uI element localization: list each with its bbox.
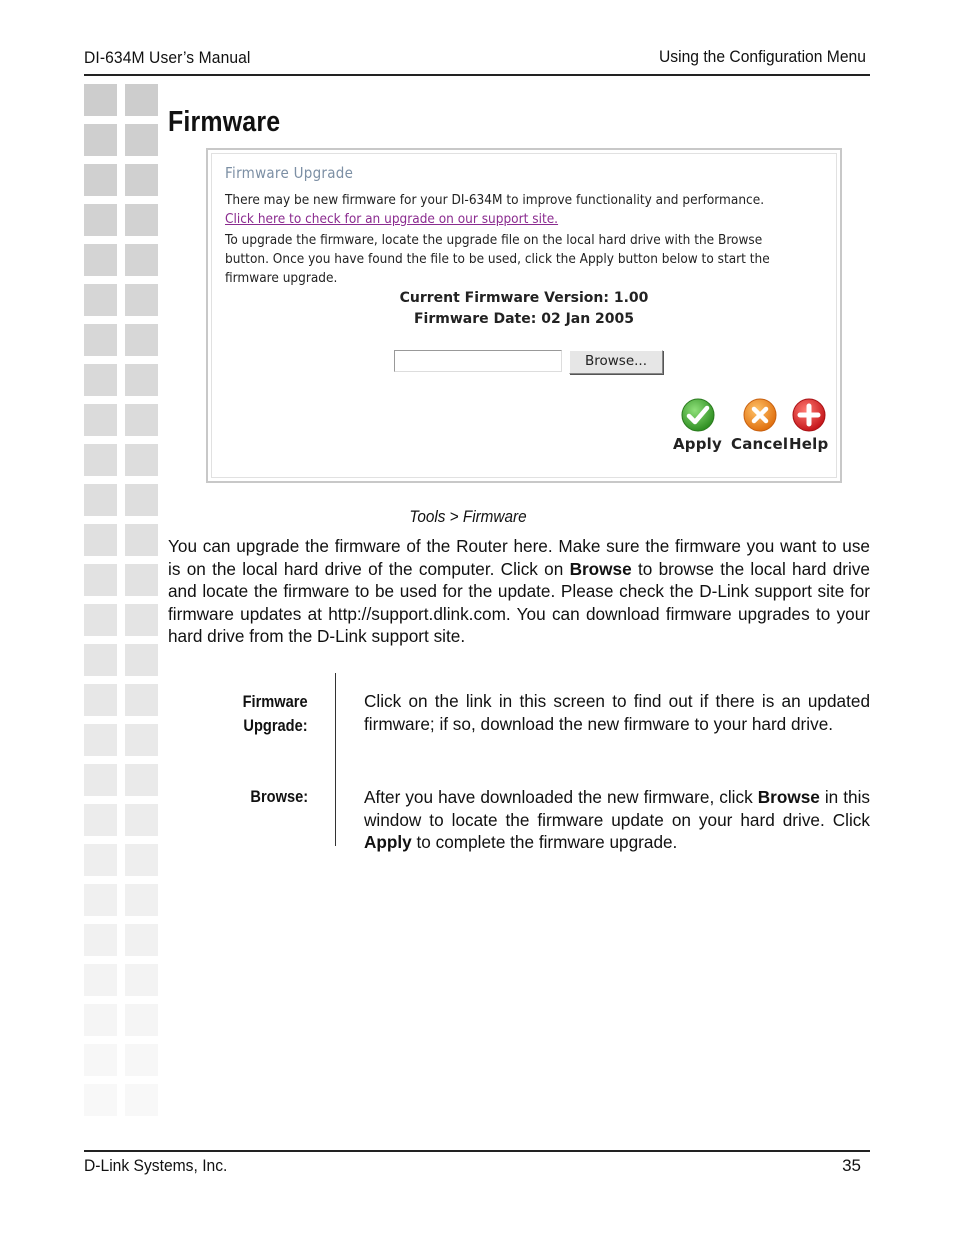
firmware-upgrade-panel	[206, 148, 842, 483]
page-title: Firmware	[168, 106, 281, 138]
decorative-block	[125, 404, 158, 436]
decorative-block	[84, 164, 117, 196]
decorative-block-column	[84, 84, 160, 1150]
decorative-block	[84, 1044, 117, 1076]
decorative-block	[125, 924, 158, 956]
panel-title: Firmware Upgrade	[225, 164, 354, 182]
decorative-block	[84, 724, 117, 756]
decorative-block	[125, 804, 158, 836]
help-button[interactable]	[789, 398, 828, 453]
definition-firmware-upgrade: Click on the link in this screen to find out if there is an updated firmware; if so, download the new firmware to your hard drive.	[364, 691, 870, 734]
decorative-block	[84, 684, 117, 716]
decorative-block	[84, 764, 117, 796]
panel-instructions-2: button. Once you have found the file to be used, click the Apply button below to start the	[225, 251, 770, 267]
decorative-block	[125, 644, 158, 676]
decorative-block	[84, 324, 117, 356]
decorative-block	[84, 524, 117, 556]
decorative-block	[84, 964, 117, 996]
decorative-block	[84, 564, 117, 596]
cancel-button[interactable]	[731, 398, 788, 453]
apply-button[interactable]	[673, 398, 722, 453]
panel-link-row	[225, 210, 801, 229]
firmware-file-input[interactable]	[394, 350, 562, 372]
decorative-block	[125, 1084, 158, 1116]
decorative-block	[125, 244, 158, 276]
decorative-block	[84, 604, 117, 636]
definition-browse: After you have downloaded the new firmware, click Browse in this window to locate the firmware update on your hard drive. Click Apply to complete the firmware upgrade.	[364, 787, 870, 853]
decorative-block	[125, 764, 158, 796]
panel-instructions-3: firmware upgrade.	[225, 270, 338, 286]
decorative-block	[84, 404, 117, 436]
panel-intro: There may be new firmware for your DI-634M to improve functionality and performance.	[225, 192, 765, 208]
decorative-block	[125, 444, 158, 476]
help-label: Help	[789, 435, 829, 453]
definition-divider	[335, 673, 336, 846]
decorative-block	[125, 884, 158, 916]
help-plus-icon	[792, 398, 826, 432]
decorative-block	[125, 364, 158, 396]
decorative-block	[125, 124, 158, 156]
decorative-block	[84, 124, 117, 156]
header-rule	[84, 74, 870, 76]
browse-button[interactable]: Browse...	[569, 350, 663, 374]
current-firmware-version: Current Firmware Version: 1.00	[399, 290, 649, 306]
manual-title: DI-634M User’s Manual	[84, 48, 251, 67]
decorative-block	[125, 204, 158, 236]
decorative-block	[125, 1044, 158, 1076]
footer-company: D-Link Systems, Inc.	[84, 1156, 228, 1175]
cancel-x-icon	[743, 398, 777, 432]
decorative-block	[84, 644, 117, 676]
decorative-block	[84, 204, 117, 236]
decorative-block	[125, 844, 158, 876]
body-paragraph: You can upgrade the firmware of the Router here. Make sure the firmware you want to use is on the local hard drive of the computer. Click on Browse to browse the local hard drive and locate the firmware to be used for the update. Please check the D-Link support site for firmware updates at http://support.dlink.com. You can download firmware upgrades to your hard drive from the D-Link support site.	[168, 536, 870, 647]
decorative-block	[125, 604, 158, 636]
apply-check-icon	[681, 398, 715, 432]
decorative-block	[84, 884, 117, 916]
decorative-block	[84, 364, 117, 396]
support-site-link[interactable]: Click here to check for an upgrade on our support site.	[225, 211, 559, 227]
decorative-block	[84, 84, 117, 116]
decorative-block	[125, 524, 158, 556]
term-browse: Browse:	[250, 787, 308, 806]
decorative-block	[125, 84, 158, 116]
panel-instructions-1: To upgrade the firmware, locate the upgrade file on the local hard drive with the Browse	[225, 232, 763, 248]
decorative-block	[84, 844, 117, 876]
decorative-block	[84, 1084, 117, 1116]
decorative-block	[125, 564, 158, 596]
apply-label: Apply	[673, 435, 723, 453]
decorative-block	[84, 1004, 117, 1036]
firmware-date: Firmware Date: 02 Jan 2005	[413, 311, 635, 327]
decorative-block	[84, 924, 117, 956]
decorative-block	[84, 804, 117, 836]
term-firmware-upgrade: Firmware Upgrade:	[242, 692, 308, 735]
decorative-block	[125, 724, 158, 756]
figure-caption: Tools > Firmware	[409, 507, 527, 526]
footer-rule	[84, 1150, 870, 1152]
decorative-block	[84, 244, 117, 276]
section-title: Using the Configuration Menu	[659, 47, 866, 66]
decorative-block	[125, 324, 158, 356]
decorative-block	[125, 164, 158, 196]
decorative-block	[125, 284, 158, 316]
browse-emphasis: Browse	[569, 558, 632, 579]
decorative-block	[84, 284, 117, 316]
decorative-block	[125, 684, 158, 716]
decorative-block	[125, 1004, 158, 1036]
page-number: 35	[842, 1156, 861, 1175]
decorative-block	[84, 444, 117, 476]
decorative-block	[125, 964, 158, 996]
cancel-label: Cancel	[731, 435, 789, 453]
